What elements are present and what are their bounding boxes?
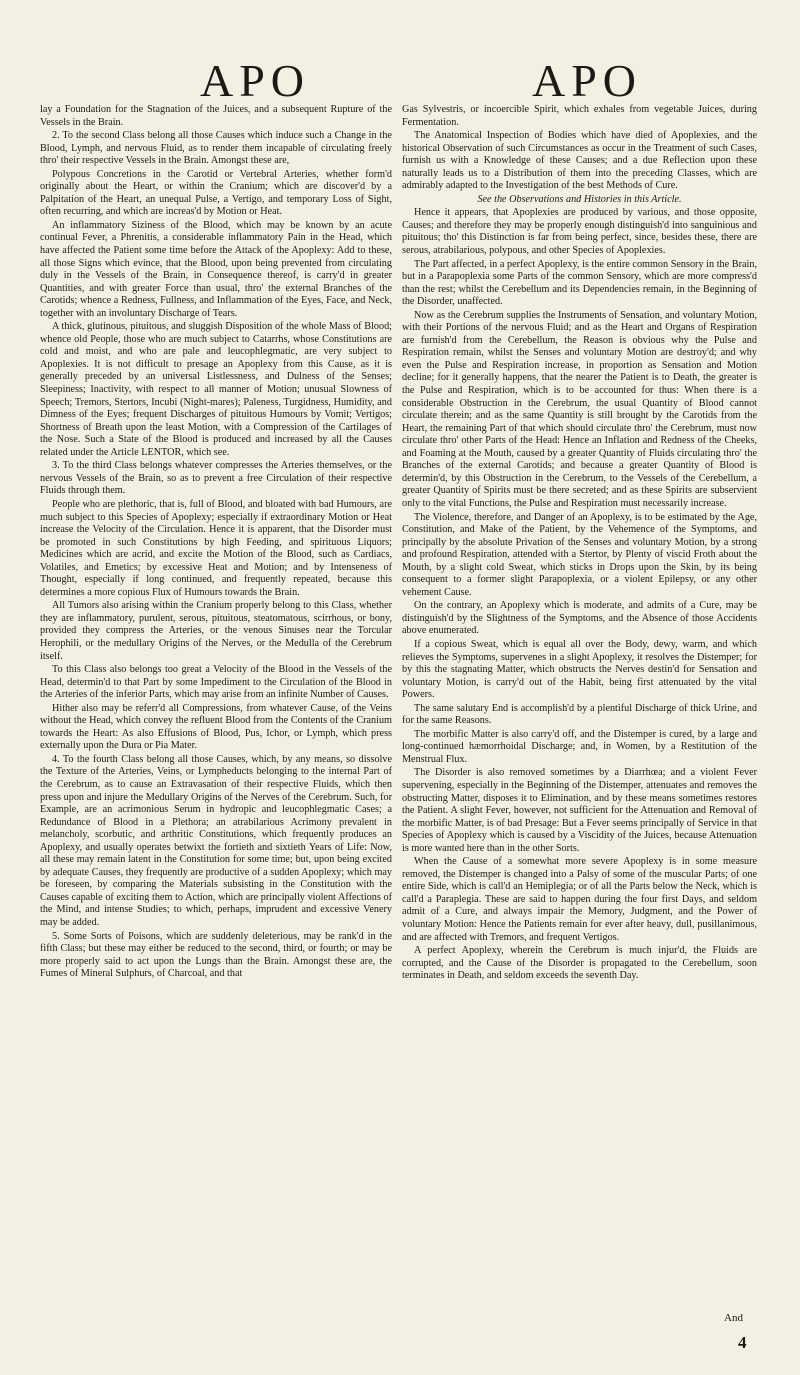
paragraph: A thick, glutinous, pituitous, and sluggish Disposition of the whole Mass of Blood; whence old People, those who are much subject to Catarrhs, whose Constitutions are cold and moist, and who are pale and leucophlegmatic, are very subject to Apoplexies. It is not difficult to presage an Apoplexy from this Cause, as it is generally preceded by an universal Listlessness, and Dulness of the Senses; Sleepiness; Inactivity, with respect to all manner of Motion; unusual Slowness of Speech; Tremors, Stertors, Incubi (Night-mares); Paleness, Turgidness, Humidity, and Dimness of the Eyes; frequent Discharges of pituitous Humours by Vomit; Vertigos; Shortness of Breath upon the least Motion, with a Compression of the Cartilages of the Nose. Such a State of the Blood is produced and increased by all the Causes related under the Article LENTOR, which see. (40, 321, 392, 458)
cross-reference-note: See the Observations and Histories in this Article. (477, 193, 682, 205)
paragraph: To this Class also belongs too great a Velocity of the Blood in the Vessels of the Head, determin'd to that Part by some Impediment to the Circulation of the Blood in the Arteries of the inferior Parts, which may arise from an infinite Number of Causes. (40, 664, 392, 701)
running-head-right: APO (532, 55, 643, 106)
running-head-left: APO (200, 55, 311, 106)
paragraph: Hither also may be referr'd all Compressions, from whatever Cause, of the Veins without the Head, which convey the refluent Blood from the Contents of the Cranium towards the Heart: As also Effusions of Blood, Pus, Ichor, or Lymph, which press externally upon the Dura or Pia Mater. (40, 702, 392, 752)
paragraph: Gas Sylvestris, or incoercible Spirit, which exhales from vegetable Juices, during Fermentation. (402, 104, 757, 128)
paragraph: An inflammatory Siziness of the Blood, which may be known by an acute continual Fever, a Phrenitis, a considerable inflammatory Pain in the Head, which have affected the Patient some time before the Attack of the Apoplexy: Add to these, all those Signs which evince, that the Blood, upon being prevented from circulating duly in the Vessels of the Brain, in Consequence thereof, is carry'd in greater Quantities, and with greater Force than usual, thro' the external Branches of the Carotids; whence a Redness, Fullness, and Inflammation of the Eyes, Face, and Neck, together with an involuntary Discharge of Tears. (40, 219, 392, 319)
paragraph: Now as the Cerebrum supplies the Instruments of Sensation, and voluntary Motion, with their Portions of the nervous Fluid; and as the Heart and Organs of Respiration are furnish'd from the Cerebellum, the Reason is obvious why the Pulse and Respiration remain, whilst the Senses and voluntary Motion are destroy'd; and why even the Pulse and Respiration increase, in proportion as Sensation and Motion decline; for it generally happens, that the nearer the Patient is to Death, the greater is the Pulse and Respiration, which is to be accounted for thus: When there is a considerable Obstruction in the Cerebrum, the usual Quantity of Blood cannot circulate therein; and as the same Quantity is still brought by the Carotids from the Heart, the remaining Part of that which should circulate thro' the Cerebrum, must now circulate thro' other Parts of the Head: Hence an Inflation and Redness of the Cheeks, and Foaming at the Mouth, caused by a greater Quantity of Fluids circulating thro' the Branches of the external Carotids; and because a greater Quantity of Blood is determin'd, by this Obstruction in the Cerebrum, to the Vessels of the Cerebellum, a greater Quantity of Spirits must be there secreted; and as these Spirits are subservient only to the vital Functions, the Pulse and Respiration must necessarily increase. (402, 309, 757, 509)
paragraph: 2. To the second Class belong all those Causes which induce such a Change in the Blood, Lymph, and nervous Fluid, as to render them incapable of circulating freely thro' their respective Vessels in the Brain. Amongst these are, (40, 130, 392, 167)
paragraph: The Disorder is also removed sometimes by a Diarrhœa; and a violent Fever supervening, especially in the Beginning of the Distemper, attenuates and removes the obstructing Matter, disposes it to Elimination, and by these means sometimes restores the Patient. A slight Fever, however, not sufficient for the Attenuation and Removal of the morbific Matter, is of bad Presage: But a Fever seems principally of Service in that Species of Apoplexy which is caused by a Viscidity of the Juices, because Attenuation is more wanted here than in the other Sorts. (402, 767, 757, 854)
paragraph: 5. Some Sorts of Poisons, which are suddenly deleterious, may be rank'd in the fifth Class; but these may either be reduced to the second, third, or fourth; or may be more properly said to act upon the Lungs than the Brain. Amongst these are, the Fumes of Mineral Sulphurs, of Charcoal, and that (40, 930, 392, 980)
paragraph: Hence it appears, that Apoplexies are produced by various, and those opposite, Causes; and therefore they may be properly enough distinguish'd into sanguinious and pituitous; tho' this Distinction is far from being perfect, since, besides these, there are serous, atrabilarious, polypous, and other Species of Apoplexies. (402, 207, 757, 257)
paragraph: 3. To the third Class belongs whatever compresses the Arteries themselves, or the nervous Vessels of the Brain, so as to prevent a free Circulation of their respective Fluids through them. (40, 460, 392, 497)
paragraph: If a copious Sweat, which is equal all over the Body, dewy, warm, and which relieves the Symptoms, supervenes in a slight Apoplexy, it resolves the Distemper; for by this the stagnating Matter, which obstructs the Nerves destin'd for Sensation and voluntary Motion, is carry'd out of the Habit, being first attenuated by the vital Powers. (402, 638, 757, 701)
paragraph: The same salutary End is accomplish'd by a plentiful Discharge of thick Urine, and for the same Reasons. (402, 702, 757, 727)
paragraph: All Tumors also arising within the Cranium properly belong to this Class, whether they are inflammatory, purulent, serous, pituitous, steatomatous, scirrhous, or bony, provided they compress the Arteries, or the venous Sinuses near the Torcular Herophili, or the medullary Origins of the Nerves, or the Medulla of the Cerebrum itself. (40, 600, 392, 662)
paragraph: A perfect Apoplexy, wherein the Cerebrum is much injur'd, the Fluids are corrupted, and the Cause of the Disorder is propagated to the Cerebellum, soon terminates in Death, and seldom exceeds the seventh Day. (402, 945, 757, 982)
paragraph: People who are plethoric, that is, full of Blood, and bloated with bad Humours, are much subject to this Species of Apoplexy; especially if extraordinary Motion or Heat increase the Velocity of the Circulation. Hence it is apparent, that the Disorder must be promoted in such Constitutions by high Feeding, and spirituous Liquors; Medicines which are acrid, and excite the Motion of the Blood, such as Cardiacs, Volatiles, and Emetics; by excessive Heat and Motion; and by Intenseness of Thought, especially if long continued, and frequently repeated, because this determines a more copious Flux of Humours towards the Brain. (40, 498, 392, 598)
paragraph: When the Cause of a somewhat more severe Apoplexy is in some measure removed, the Distemper is changed into a Palsy of some of the muscular Parts; of one entire Side, which is call'd an Hemiplegia; or of all the Parts below the Neck, which is call'd a Paraplegia. These are said to happen during the four first Days, and seldom admit of a Cure, and always impair the Memory, Judgment, and the Power of voluntary Motion: Hence the Patients remain for ever after heavy, dull, pusillanimous, and are affected with Tremors, and frequent Vertigos. (402, 856, 757, 943)
catchword: And (724, 1312, 743, 1324)
right-column (402, 104, 757, 984)
paragraph: The Anatomical Inspection of Bodies which have died of Apoplexies, and the historical Observation of such Circumstances as occur in the Treatment of such Cases, furnish us with a Knowledge of these Causes; and a due Reflection upon these naturally leads us to a Distribution of them into the preceding Classes, which are admirably adapted to the Investigation of the best Methods of Cure. (402, 130, 757, 192)
paragraph: On the contrary, an Apoplexy which is moderate, and admits of a Cure, may be distinguish'd by the Slightness of the Symptoms, and the Absence of those Accidents above enumerated. (402, 600, 757, 637)
paragraph: 4. To the fourth Class belong all those Causes, which, by any means, so dissolve the Texture of the Arteries, Veins, or Lympheducts belonging to the internal Part of the Cerebrum, as to cause an Extravasation of their respective Fluids, which then press upon and injure the Medullary Origins of the Nerves of the Cerebrum. Such, for Example, are an acrimonious Serum in hydropic and leucophlegmatic Cases; a Redundance of Blood in a Plethora; an atrabilarious Acrimony prevalent in melancholy, scorbutic, and arthritic Constitutions, which frequently produces an Apoplexy, and usually operates betwixt the fortieth and sixtieth Years of Life: Now, all these may remain latent in the Constitution for some time; but, upon being excited by adequate Causes, they frequently are productive of a sudden Apoplexy; which may be foreseen, by comparing the Materials subsisting in the Constitution with the Causes capable of exciting them to Action, which are principally violent Affections of the Mind, and intense Studies; to which, perhaps, imprudent and excessive Venery may be added. (40, 753, 392, 928)
paragraph: The morbific Matter is also carry'd off, and the Distemper is cured, by a large and long-continued hæmorrhoidal Discharge; and, in Women, by a Restitution of the Menstrual Flux. (402, 728, 757, 765)
paragraph: Polypous Concretions in the Carotid or Vertebral Arteries, whether form'd originally about the Heart, or within the Cranium; which are discover'd by a Palpitation of the Heart, an unequal Pulse, a Vertigo, and temporary Loss of Sight, often recurring, and which are increas'd by Motion or Heat. (40, 168, 392, 218)
left-column (40, 104, 392, 982)
paragraph: The Part affected, in a perfect Apoplexy, is the entire common Sensory in the Brain, but in a Parapoplexia some Parts of the common Sensory, which are more compress'd than the rest; whilst the Cerebellum and its Dependencies remain, in the Beginning of the Disorder, unaffected. (402, 258, 757, 308)
paragraph: The Violence, therefore, and Danger of an Apoplexy, is to be estimated by the Age, Constitution, and Make of the Patient, by the Vehemence of the Symptoms, and principally by the absolute Privation of the Senses and voluntary Motion, by a strong and profound Respiration, attended with a Stertor, by Plenty of viscid Froth about the Mouth, by a slight cold Sweat, which sticks in Drops upon the Skin, by its being consequent to a former slight Parapoplexia, or a violent Epilepsy, or any other vehement Cause. (402, 511, 757, 598)
signature-mark: 4 (738, 1333, 747, 1352)
paragraph: lay a Foundation for the Stagnation of the Juices, and a subsequent Rupture of the Vessels in the Brain. (40, 104, 392, 128)
